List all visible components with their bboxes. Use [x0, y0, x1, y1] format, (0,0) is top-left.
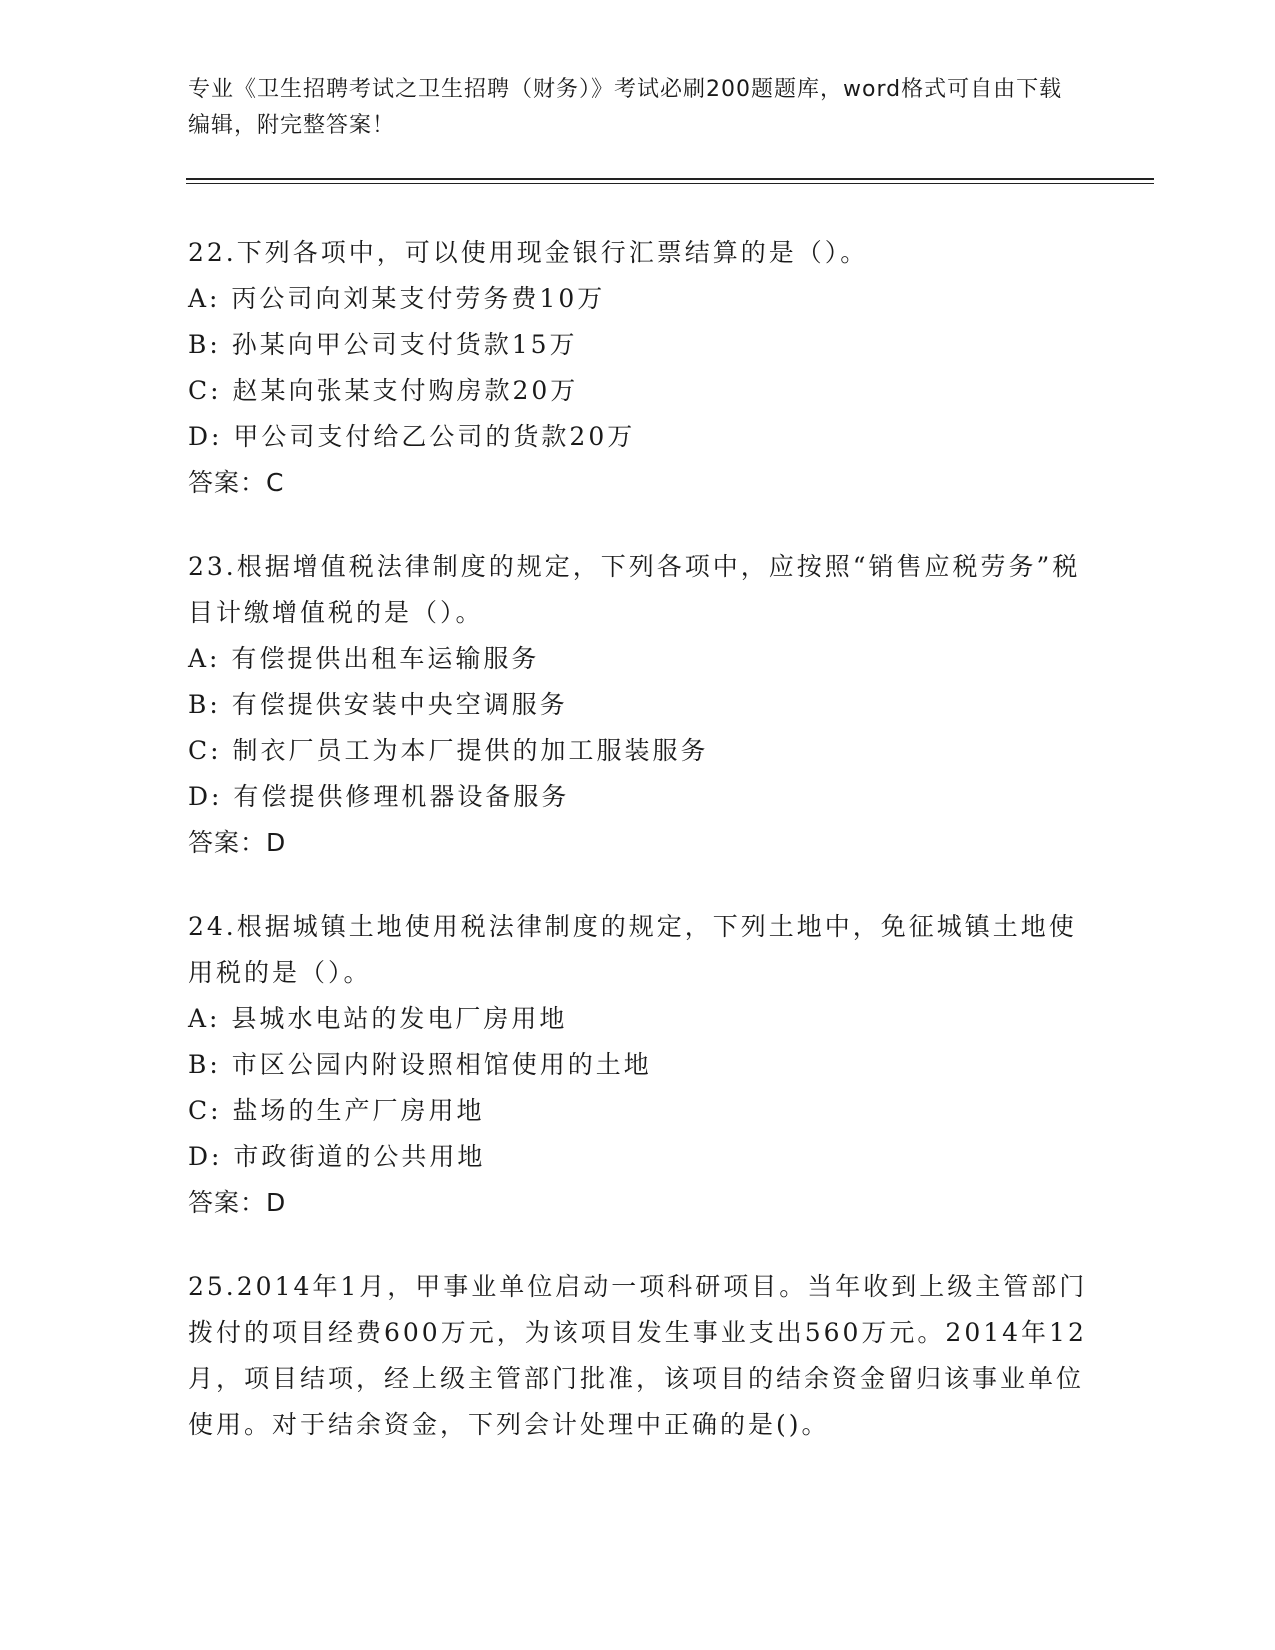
option-b: B: 市区公园内附设照相馆使用的土地 [188, 1050, 652, 1079]
answer: 答案：D [188, 1188, 287, 1217]
question-text: 24.根据城镇土地使用税法律制度的规定，下列土地中，免征城镇土地使用税的是（）。 [188, 912, 1077, 987]
option-a: A: 县城水电站的发电厂房用地 [188, 1004, 568, 1033]
question-25 [188, 1264, 1088, 1448]
question-23 [188, 544, 1088, 866]
option-c: C: 盐场的生产厂房用地 [188, 1096, 485, 1125]
document-header: 专业《卫生招聘考试之卫生招聘（财务）》考试必刷200题题库，word格式可自由下载编辑，附完整答案！ [188, 77, 1063, 138]
option-a: A: 有偿提供出租车运输服务 [188, 644, 540, 673]
option-c: C: 赵某向张某支付购房款20万 [188, 376, 579, 405]
option-d: D: 市政街道的公共用地 [188, 1142, 486, 1171]
answer: 答案：D [188, 828, 287, 857]
option-d: D: 有偿提供修理机器设备服务 [188, 782, 570, 811]
question-text: 23.根据增值税法律制度的规定，下列各项中，应按照“销售应税劳务”税目计缴增值税的是（）。 [188, 552, 1081, 627]
option-c: C: 制衣厂员工为本厂提供的加工服装服务 [188, 736, 709, 765]
option-b: B: 有偿提供安装中央空调服务 [188, 690, 568, 719]
question-22 [188, 230, 1088, 506]
question-text: 25.2014年1月，甲事业单位启动一项科研项目。当年收到上级主管部门拨付的项目经费600万元，为该项目发生事业支出560万元。2014年12月，项目结项，经上级主管部门批准，该项目的结余资金留归该事业单位使用。对于结余资金，下列会计处理中正确的是()。 [188, 1272, 1088, 1439]
question-text: 22.下列各项中，可以使用现金银行汇票结算的是（）。 [188, 238, 869, 267]
option-d: D: 甲公司支付给乙公司的货款20万 [188, 422, 636, 451]
option-b: B: 孙某向甲公司支付货款15万 [188, 330, 578, 359]
question-list [188, 230, 1088, 1486]
answer: 答案：C [188, 468, 285, 497]
header-rule-thick [186, 178, 1154, 180]
option-a: A: 丙公司向刘某支付劳务费10万 [188, 284, 606, 313]
header-rule-thin [186, 183, 1154, 184]
question-24 [188, 904, 1088, 1226]
